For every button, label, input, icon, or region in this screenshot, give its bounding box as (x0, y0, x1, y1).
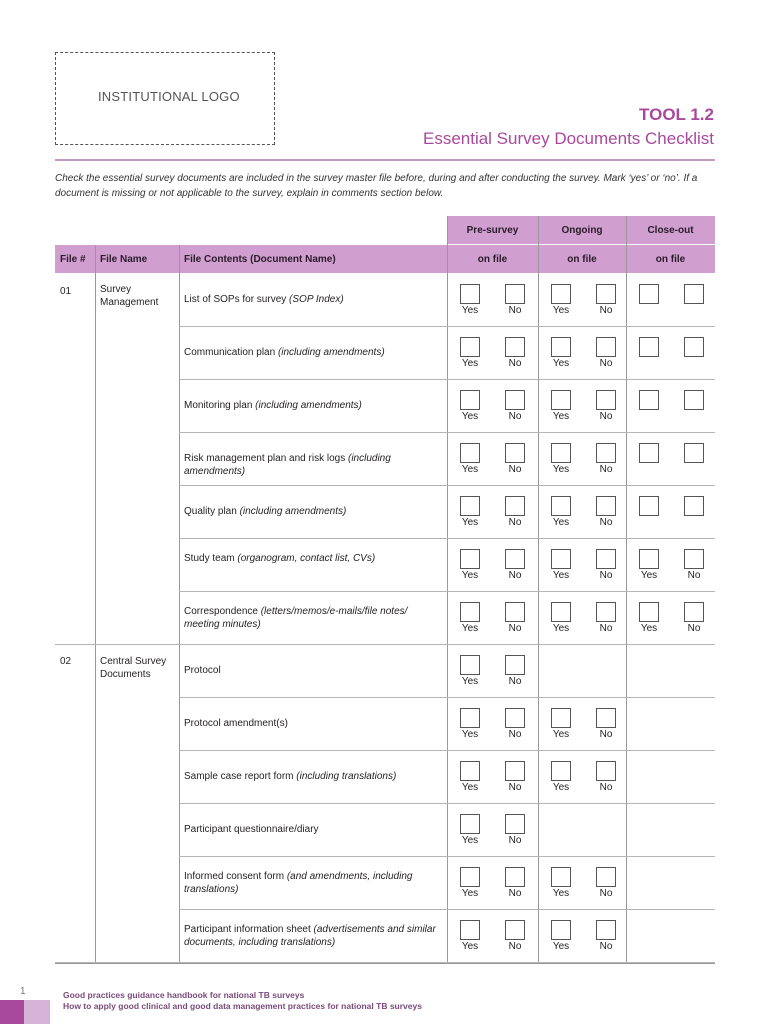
yes-label: Yes (552, 888, 570, 899)
col-header-file-num: File # (60, 254, 86, 265)
yes-label: Yes (461, 464, 479, 475)
document-name (184, 870, 439, 896)
document-name (184, 770, 439, 783)
sub-header-ongoing: on file (567, 254, 597, 265)
row-divider (179, 326, 715, 327)
ongoing-no-checkbox[interactable] (596, 920, 616, 940)
document-name-note: (SOP Index) (289, 294, 344, 305)
no-label: No (599, 782, 613, 793)
pre-yes-checkbox[interactable] (460, 549, 480, 569)
no-label: No (599, 623, 613, 634)
document-name (184, 923, 439, 949)
corner-accent (24, 1000, 50, 1024)
document-name-main: Protocol (184, 665, 221, 676)
yes-label: Yes (552, 570, 570, 581)
document-name (184, 505, 439, 518)
yes-label: Yes (552, 411, 570, 422)
ongoing-no-checkbox[interactable] (596, 602, 616, 622)
no-label: No (599, 305, 613, 316)
document-name-main: List of SOPs for survey (184, 294, 290, 305)
document-name (184, 552, 439, 565)
ongoing-yes-checkbox[interactable] (551, 549, 571, 569)
row-divider (179, 909, 715, 910)
pre-yes-checkbox[interactable] (460, 602, 480, 622)
pre-no-checkbox[interactable] (505, 920, 525, 940)
no-label: No (508, 888, 522, 899)
ongoing-no-checkbox[interactable] (596, 867, 616, 887)
no-label: No (687, 623, 701, 634)
no-label: No (599, 888, 613, 899)
row-divider (179, 538, 715, 539)
footer-subtitle: How to apply good clinical and good data management practices for national TB surveys (63, 1001, 422, 1011)
close-yes-checkbox[interactable] (639, 284, 659, 304)
document-name-note: (including amendments) (277, 347, 385, 358)
row-divider (179, 432, 715, 433)
close-no-checkbox[interactable] (684, 337, 704, 357)
ongoing-yes-checkbox[interactable] (551, 708, 571, 728)
page-title: Essential Survey Documents Checklist (422, 129, 714, 148)
col-divider (538, 216, 539, 963)
row-divider (179, 379, 715, 380)
ongoing-yes-checkbox[interactable] (551, 602, 571, 622)
ongoing-no-checkbox[interactable] (596, 443, 616, 463)
yes-label: Yes (461, 888, 479, 899)
row-divider (179, 750, 715, 751)
file-name: Central Survey Documents (100, 656, 167, 680)
no-label: No (508, 729, 522, 740)
document-name-note: (and amendments, including translations) (184, 871, 413, 895)
document-name-main: Study team (184, 553, 238, 564)
pre-no-checkbox[interactable] (505, 284, 525, 304)
row-divider (179, 803, 715, 804)
pre-no-checkbox[interactable] (505, 496, 525, 516)
ongoing-yes-checkbox[interactable] (551, 867, 571, 887)
logo-placeholder (55, 52, 275, 145)
yes-label: Yes (552, 464, 570, 475)
tool-number: TOOL 1.2 (639, 105, 714, 124)
title-divider (55, 159, 715, 161)
yes-label: Yes (461, 570, 479, 581)
close-no-checkbox[interactable] (684, 549, 704, 569)
row-divider (55, 644, 715, 645)
close-no-checkbox[interactable] (684, 496, 704, 516)
file-name: Survey Management (100, 284, 159, 308)
logo-placeholder-text: INSTITUTIONAL LOGO (98, 89, 240, 104)
document-name-note: (including amendments) (184, 453, 391, 477)
no-label: No (599, 464, 613, 475)
no-label: No (508, 305, 522, 316)
instructions-text: Check the essential survey documents are included in the survey master file before, during and after conducting the survey. Mark ‘yes’ or ‘no’. If a document is missing or not applicable to the survey, explain in comments section below. (55, 173, 698, 199)
pre-no-checkbox[interactable] (505, 549, 525, 569)
no-label: No (508, 570, 522, 581)
pre-yes-checkbox[interactable] (460, 761, 480, 781)
row-divider (179, 697, 715, 698)
ongoing-no-checkbox[interactable] (596, 284, 616, 304)
yes-label: Yes (461, 305, 479, 316)
sub-header-close-out: on file (655, 254, 686, 265)
document-name-note: (including translations) (296, 771, 397, 782)
document-name-note: (including amendments) (255, 400, 362, 411)
ongoing-yes-checkbox[interactable] (551, 443, 571, 463)
no-label: No (599, 517, 613, 528)
no-label: No (508, 464, 522, 475)
no-label: No (599, 941, 613, 952)
document-name (184, 346, 439, 359)
pre-no-checkbox[interactable] (505, 814, 525, 834)
no-label: No (508, 676, 522, 687)
ongoing-yes-checkbox[interactable] (551, 920, 571, 940)
yes-label: Yes (552, 729, 570, 740)
yes-label: Yes (461, 676, 479, 687)
yes-label: Yes (552, 305, 570, 316)
group-header-close-out: Close-out (647, 225, 694, 236)
pre-no-checkbox[interactable] (505, 602, 525, 622)
document-name (184, 452, 439, 478)
document-name (184, 717, 439, 730)
file-num: 01 (60, 286, 72, 297)
yes-label: Yes (640, 623, 658, 634)
pre-no-checkbox[interactable] (505, 443, 525, 463)
document-name-main: Participant information sheet (184, 924, 314, 935)
document-name-main: Monitoring plan (184, 400, 256, 411)
col-divider (447, 216, 448, 963)
document-name-main: Correspondence (184, 606, 261, 617)
pre-yes-checkbox[interactable] (460, 284, 480, 304)
ongoing-no-checkbox[interactable] (596, 390, 616, 410)
no-label: No (508, 835, 522, 846)
document-name-note: (organogram, contact list, CVs) (237, 553, 376, 564)
document-name (184, 605, 439, 631)
group-header-ongoing: Ongoing (561, 225, 603, 236)
close-yes-checkbox[interactable] (639, 337, 659, 357)
document-name-main: Quality plan (184, 506, 240, 517)
document-name-note: (letters/memos/e-mails/file notes/ meeting minutes) (184, 606, 408, 630)
pre-yes-checkbox[interactable] (460, 814, 480, 834)
group-header-pre-survey: Pre-survey (466, 225, 519, 236)
pre-no-checkbox[interactable] (505, 390, 525, 410)
no-label: No (508, 411, 522, 422)
row-divider (179, 485, 715, 486)
no-label: No (599, 570, 613, 581)
ongoing-yes-checkbox[interactable] (551, 284, 571, 304)
no-label: No (508, 782, 522, 793)
ongoing-no-checkbox[interactable] (596, 761, 616, 781)
pre-yes-checkbox[interactable] (460, 708, 480, 728)
yes-label: Yes (552, 623, 570, 634)
pre-yes-checkbox[interactable] (460, 443, 480, 463)
yes-label: Yes (461, 358, 479, 369)
pre-no-checkbox[interactable] (505, 867, 525, 887)
yes-label: Yes (552, 782, 570, 793)
no-label: No (599, 411, 613, 422)
no-label: No (508, 358, 522, 369)
yes-label: Yes (461, 411, 479, 422)
ongoing-yes-checkbox[interactable] (551, 496, 571, 516)
document-name (184, 399, 439, 412)
ongoing-no-checkbox[interactable] (596, 337, 616, 357)
pre-no-checkbox[interactable] (505, 761, 525, 781)
document-name-main: Risk management plan and risk logs (184, 453, 348, 464)
pre-no-checkbox[interactable] (505, 337, 525, 357)
pre-yes-checkbox[interactable] (460, 867, 480, 887)
no-label: No (687, 570, 701, 581)
no-label: No (508, 517, 522, 528)
ongoing-no-checkbox[interactable] (596, 708, 616, 728)
yes-label: Yes (461, 941, 479, 952)
document-name-main: Communication plan (184, 347, 278, 358)
no-label: No (599, 358, 613, 369)
close-no-checkbox[interactable] (684, 443, 704, 463)
close-no-checkbox[interactable] (684, 284, 704, 304)
document-name (184, 293, 439, 306)
col-divider (626, 216, 627, 963)
yes-label: Yes (640, 570, 658, 581)
pre-no-checkbox[interactable] (505, 655, 525, 675)
no-label: No (599, 729, 613, 740)
document-name-note: (advertisements and similar documents, including translations) (184, 924, 436, 948)
footer-divider (55, 963, 715, 964)
footer-title: Good practices guidance handbook for national TB surveys (63, 990, 305, 1000)
ongoing-yes-checkbox[interactable] (551, 761, 571, 781)
pre-yes-checkbox[interactable] (460, 920, 480, 940)
no-label: No (508, 623, 522, 634)
corner-accent (0, 1000, 24, 1024)
yes-label: Yes (461, 517, 479, 528)
yes-label: Yes (552, 358, 570, 369)
ongoing-no-checkbox[interactable] (596, 496, 616, 516)
ongoing-no-checkbox[interactable] (596, 549, 616, 569)
close-no-checkbox[interactable] (684, 602, 704, 622)
sub-header-pre-survey: on file (477, 254, 508, 265)
document-name (184, 664, 439, 677)
close-yes-checkbox[interactable] (639, 602, 659, 622)
pre-yes-checkbox[interactable] (460, 496, 480, 516)
pre-yes-checkbox[interactable] (460, 390, 480, 410)
yes-label: Yes (552, 941, 570, 952)
document-name-main: Protocol amendment(s) (184, 718, 288, 729)
ongoing-yes-checkbox[interactable] (551, 337, 571, 357)
col-header-contents: File Contents (Document Name) (184, 254, 336, 265)
document-name-main: Participant questionnaire/diary (184, 824, 319, 835)
yes-label: Yes (552, 517, 570, 528)
row-divider (179, 856, 715, 857)
col-header-file-name: File Name (100, 254, 148, 265)
document-name-main: Sample case report form (184, 771, 297, 782)
close-yes-checkbox[interactable] (639, 496, 659, 516)
document-name-main: Informed consent form (184, 871, 287, 882)
page-number: 1 (20, 986, 26, 997)
document-name-note: (including amendments) (239, 506, 347, 517)
row-divider (179, 591, 715, 592)
yes-label: Yes (461, 835, 479, 846)
close-yes-checkbox[interactable] (639, 390, 659, 410)
close-yes-checkbox[interactable] (639, 443, 659, 463)
document-name (184, 823, 439, 836)
ongoing-yes-checkbox[interactable] (551, 390, 571, 410)
pre-no-checkbox[interactable] (505, 708, 525, 728)
close-no-checkbox[interactable] (684, 390, 704, 410)
no-label: No (508, 941, 522, 952)
col-divider (95, 245, 96, 963)
close-yes-checkbox[interactable] (639, 549, 659, 569)
pre-yes-checkbox[interactable] (460, 337, 480, 357)
file-num: 02 (60, 656, 72, 667)
yes-label: Yes (461, 782, 479, 793)
yes-label: Yes (461, 623, 479, 634)
pre-yes-checkbox[interactable] (460, 655, 480, 675)
yes-label: Yes (461, 729, 479, 740)
